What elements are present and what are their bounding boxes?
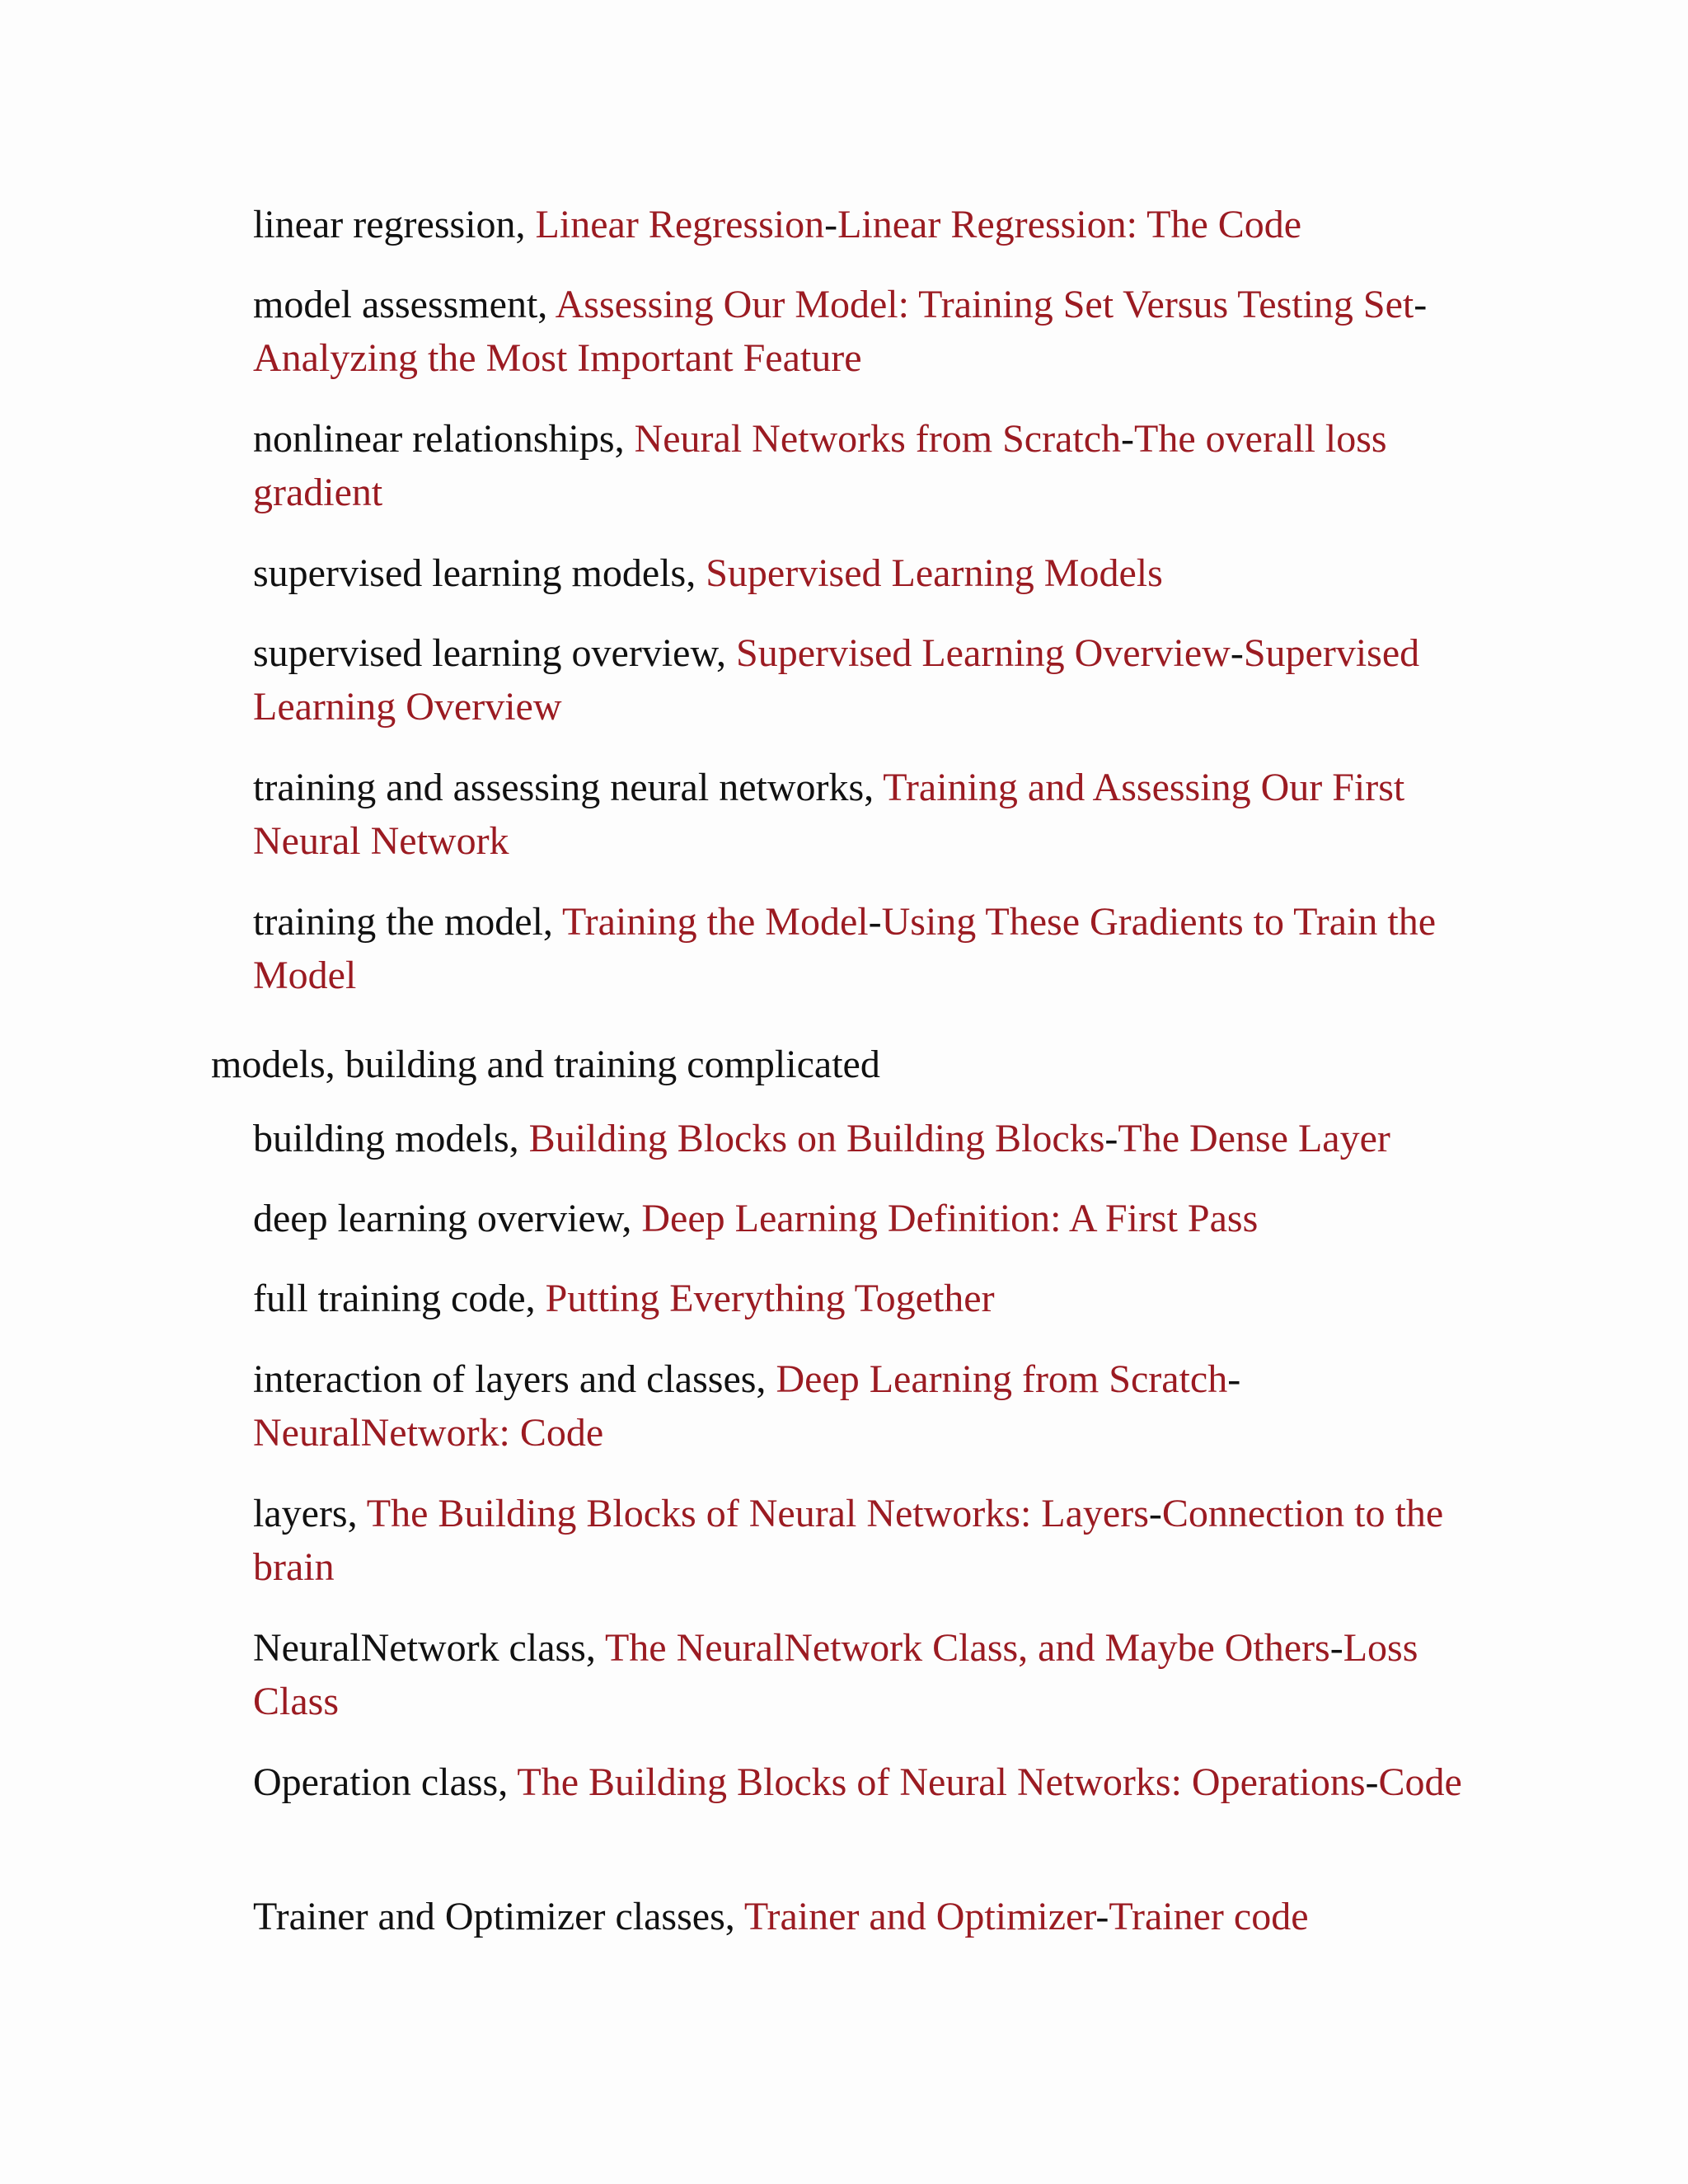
index-term: Trainer and Optimizer classes, — [253, 1895, 744, 1938]
index-term: nonlinear relationships, — [253, 417, 635, 461]
range-separator: - — [1095, 1895, 1109, 1938]
index-subentry-deep-learning-overview — [253, 1192, 1489, 1245]
index-subentry-operation-class — [253, 1755, 1489, 1809]
index-term: supervised learning models, — [253, 551, 706, 595]
page-link[interactable]: Training the Model — [562, 900, 869, 944]
index-term: supervised learning overview, — [253, 631, 737, 675]
page-link[interactable]: Assessing Our Model: Training Set Versus Testing Set — [555, 283, 1414, 326]
page-link[interactable]: Trainer code — [1109, 1895, 1309, 1938]
page-link[interactable]: Analyzing the Most Important Feature — [253, 336, 862, 380]
range-separator: - — [1104, 1117, 1118, 1160]
index-subentry-building-models — [253, 1112, 1489, 1165]
page-link[interactable]: The NeuralNetwork Class, and Maybe Others — [604, 1626, 1330, 1670]
page-link[interactable]: Supervised Learning Models — [706, 551, 1163, 595]
range-separator: - — [1121, 417, 1135, 461]
page-link[interactable]: Loss Class — [253, 1626, 1418, 1723]
page-link[interactable]: Putting Everything Together — [545, 1277, 995, 1320]
range-separator: - — [1230, 631, 1244, 675]
page-link[interactable]: Supervised Learning Overview — [736, 631, 1231, 675]
index-term: Operation class, — [253, 1760, 518, 1804]
page-link[interactable]: Building Blocks on Building Blocks — [528, 1117, 1105, 1160]
range-separator: - — [1365, 1760, 1379, 1804]
page-link[interactable]: Deep Learning from Scratch — [776, 1357, 1228, 1401]
index-subentry-nonlinear-relationships — [253, 412, 1489, 519]
page-link[interactable]: Linear Regression — [535, 203, 825, 246]
range-separator: - — [868, 900, 882, 944]
index-subentry-trainer-and-optimizer — [253, 1890, 1489, 1943]
index-subentry-interaction-of-layers — [253, 1352, 1489, 1460]
index-term: NeuralNetwork class, — [253, 1626, 605, 1670]
page-link[interactable]: Supervised Learning Overview — [253, 631, 1420, 729]
page-link[interactable]: Training and Assessing Our First Neural Network — [253, 766, 1405, 863]
index-term: training and assessing neural networks, — [253, 766, 884, 809]
page-link[interactable]: NeuralNetwork: Code — [253, 1411, 604, 1455]
range-separator: - — [1329, 1626, 1343, 1670]
page-link[interactable]: Linear Regression: The Code — [837, 203, 1302, 246]
index-subentry-supervised-learning-overview — [253, 626, 1489, 733]
index-main-entry-models — [211, 1038, 1612, 1091]
page-link[interactable]: Trainer and Optimizer — [743, 1895, 1096, 1938]
index-term: full training code, — [253, 1277, 546, 1320]
range-separator: - — [1148, 1492, 1162, 1535]
page-link[interactable]: The Dense Layer — [1118, 1117, 1390, 1160]
range-separator: - — [824, 203, 838, 246]
index-subentry-neuralnetwork-class — [253, 1621, 1489, 1728]
index-subentry-layers — [253, 1487, 1489, 1594]
index-term: models, building and training complicated — [211, 1043, 880, 1086]
page-link[interactable]: Deep Learning Definition: A First Pass — [641, 1197, 1259, 1240]
index-subentry-training-and-assessing — [253, 761, 1489, 868]
index-subentry-full-training-code — [253, 1272, 1489, 1325]
range-separator: - — [1414, 283, 1428, 326]
page-link[interactable]: The Building Blocks of Neural Networks: Layers — [366, 1492, 1149, 1535]
page-link[interactable]: The Building Blocks of Neural Networks: Operations — [517, 1760, 1366, 1804]
index-term: layers, — [253, 1492, 367, 1535]
index-term: interaction of layers and classes, — [253, 1357, 776, 1401]
index-term: deep learning overview, — [253, 1197, 642, 1240]
index-term: linear regression, — [253, 203, 536, 246]
page-link[interactable]: Using These Gradients to Train the Model — [253, 900, 1436, 997]
index-subentry-training-the-model — [253, 895, 1489, 1002]
page-link[interactable]: Code — [1378, 1760, 1462, 1804]
page-link[interactable]: Connection to the brain — [253, 1492, 1444, 1589]
index-subentry-linear-regression — [253, 198, 1489, 251]
page-link[interactable]: The overall loss gradient — [253, 417, 1387, 514]
index-subentry-supervised-learning-models — [253, 546, 1489, 600]
range-separator: - — [1227, 1357, 1241, 1401]
index-term: training the model, — [253, 900, 563, 944]
page-link[interactable]: Neural Networks from Scratch — [634, 417, 1122, 461]
index-term: building models, — [253, 1117, 529, 1160]
index-subentry-model-assessment — [253, 278, 1489, 385]
index-term: model assessment, — [253, 283, 556, 326]
